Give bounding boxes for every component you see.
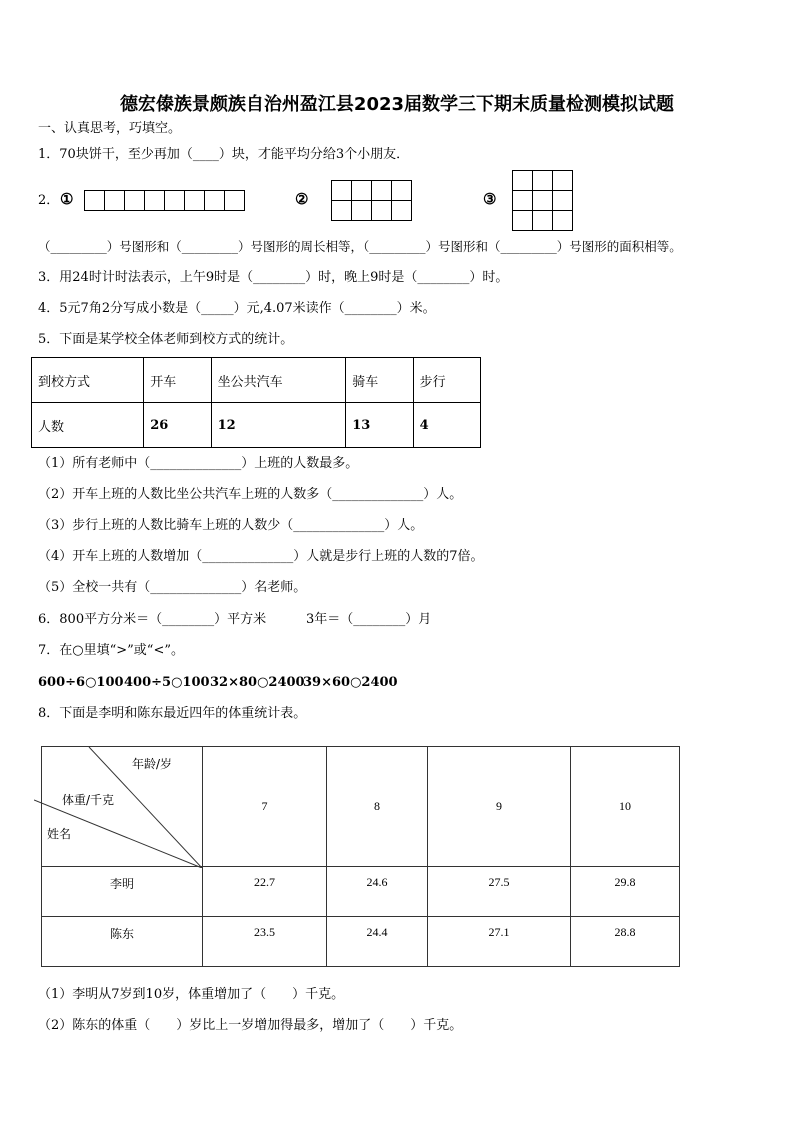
count-cell: 4: [413, 403, 480, 448]
question-2-number: 2．: [38, 193, 60, 208]
question-1: 1．70块饼干，至少再加（____）块，才能平均分给3个小朋友．: [38, 147, 410, 162]
figure-1-grid: [84, 190, 245, 211]
figure-2-label: ②: [295, 190, 309, 208]
corner-name-label: 姓名: [47, 827, 72, 841]
question-5: 5．下面是某学校全体老师到校方式的统计。: [38, 332, 294, 347]
row-name: 李明: [42, 867, 203, 917]
page-title: 德宏傣族景颇族自治州盈江县2023届数学三下期末质量检测模拟试题: [119, 94, 675, 115]
diagonal-lines: [34, 747, 204, 868]
row-name: 陈东: [42, 917, 203, 967]
weight-cell: 29.8: [571, 867, 680, 917]
header-cell: 到校方式: [32, 358, 144, 403]
weight-cell: 27.5: [428, 867, 571, 917]
count-cell: 13: [346, 403, 413, 448]
q5-sub-4: （4）开车上班的人数增加（______________）人就是步行上班的人数的7倍。: [38, 549, 484, 564]
header-cell: 骑车: [346, 358, 413, 403]
figure-3-grid: [512, 170, 573, 231]
q5-sub-2: （2）开车上班的人数比坐公共汽车上班的人数多（______________）人。: [38, 487, 463, 502]
header-cell: 步行: [413, 358, 480, 403]
header-cell: 坐公共汽车: [211, 358, 346, 403]
commute-table: [31, 357, 481, 448]
question-3: 3．用24时计时法表示，上午9时是（________）时，晚上9时是（________）时。: [38, 270, 509, 285]
corner-age-label: 年龄/岁: [132, 757, 173, 771]
age-header: 10: [571, 747, 680, 867]
weight-cell: 24.4: [327, 917, 428, 967]
q7-expr: 600÷6○100: [38, 675, 124, 690]
figure-2-grid: [331, 180, 412, 221]
q5-sub-3: （3）步行上班的人数比骑车上班的人数少（______________）人。: [38, 518, 424, 533]
count-cell: 12: [211, 403, 346, 448]
figure-1-label: ①: [60, 190, 74, 208]
question-6a: 6．800平方分米＝（________）平方米: [38, 612, 267, 627]
weight-table: [41, 746, 680, 967]
age-header: 7: [203, 747, 327, 867]
q7-expr: 32×80○2400: [210, 675, 305, 690]
q8-sub-2: （2）陈东的体重（ ）岁比上一岁增加得最多，增加了（ ）千克。: [38, 1018, 463, 1033]
q7-expr: 400÷5○100: [124, 675, 210, 690]
corner-weight-label: 体重/千克: [62, 793, 115, 807]
corner-cell: [42, 747, 203, 867]
count-cell: 26: [144, 403, 211, 448]
row-label: 人数: [32, 403, 144, 448]
q8-sub-1: （1）李明从7岁到10岁，体重增加了（ ）千克。: [38, 987, 345, 1002]
question-2-text: （_________）号图形和（_________）号图形的周长相等，（_________）号图形和（_________）号图形的面积相等。: [38, 239, 682, 254]
q5-sub-1: （1）所有老师中（______________）上班的人数最多。: [38, 456, 359, 471]
question-8: 8．下面是李明和陈东最近四年的体重统计表。: [38, 706, 307, 721]
age-header: 8: [327, 747, 428, 867]
section-heading: 一、认真思考，巧填空。: [38, 121, 182, 136]
question-7: 7．在○里填“>”或“<”。: [38, 643, 184, 658]
weight-cell: 28.8: [571, 917, 680, 967]
question-6b: 3年＝（________）月: [306, 612, 432, 627]
weight-cell: 23.5: [203, 917, 327, 967]
weight-cell: 27.1: [428, 917, 571, 967]
weight-cell: 22.7: [203, 867, 327, 917]
question-4: 4．5元7角2分写成小数是（_____）元,4.07米读作（________）米。: [38, 301, 436, 316]
age-header: 9: [428, 747, 571, 867]
q5-sub-5: （5）全校一共有（______________）名老师。: [38, 580, 307, 595]
figure-3-label: ③: [483, 190, 497, 208]
weight-cell: 24.6: [327, 867, 428, 917]
header-cell: 开车: [144, 358, 211, 403]
q7-expr: 39×60○2400: [303, 675, 398, 690]
